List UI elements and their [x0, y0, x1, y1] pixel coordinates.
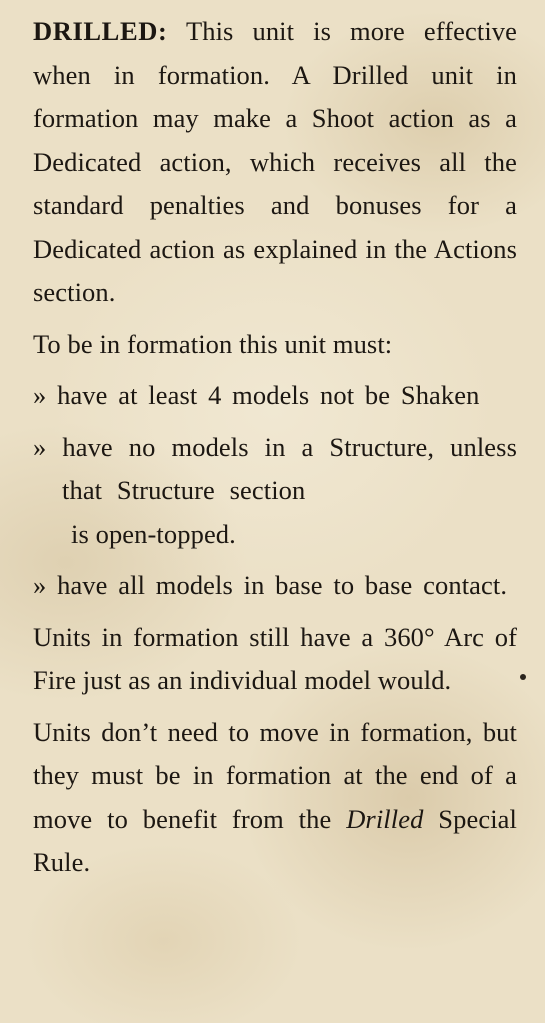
rule-description: This unit is more effective when in formation. A Drilled unit in formation may make a Shoot action as a Dedicated action, which receives all the standard penalties and bonuses for a Dedicated action as explained in the Actions section.: [33, 16, 517, 307]
drilled-rule-paragraph: [33, 10, 517, 315]
movement-text-end: Special Rule.: [33, 803, 517, 877]
bullet-icon: »: [33, 570, 47, 600]
requirement-text-continued: is open-topped.: [71, 518, 236, 549]
bullet-icon: »: [33, 431, 47, 462]
requirement-text: have all models in base to base contact.: [57, 570, 508, 600]
movement-text: Units don’t need to move in formation, but they must be in formation at the end of a move to benefit from the: [33, 716, 517, 834]
requirement-text: have at least 4 models not be Shaken: [57, 380, 480, 410]
requirement-item-3: [33, 564, 517, 608]
movement-paragraph: [33, 711, 517, 885]
requirement-item-1: [33, 374, 517, 418]
arc-of-fire-paragraph: Units in formation still have a 360° Arc of Fire just as an individual model would.: [33, 621, 517, 695]
formation-lead: To be in formation this unit must:: [33, 328, 393, 359]
bullet-icon: »: [33, 380, 47, 410]
rules-page: [33, 10, 517, 885]
requirement-text: have no models in a Structure, unless that Structure section: [62, 431, 517, 505]
rule-term: DRILLED:: [33, 16, 168, 46]
paper-speck: [520, 674, 526, 680]
special-rule-name: Drilled: [346, 803, 424, 834]
requirement-item-2: [33, 426, 517, 557]
